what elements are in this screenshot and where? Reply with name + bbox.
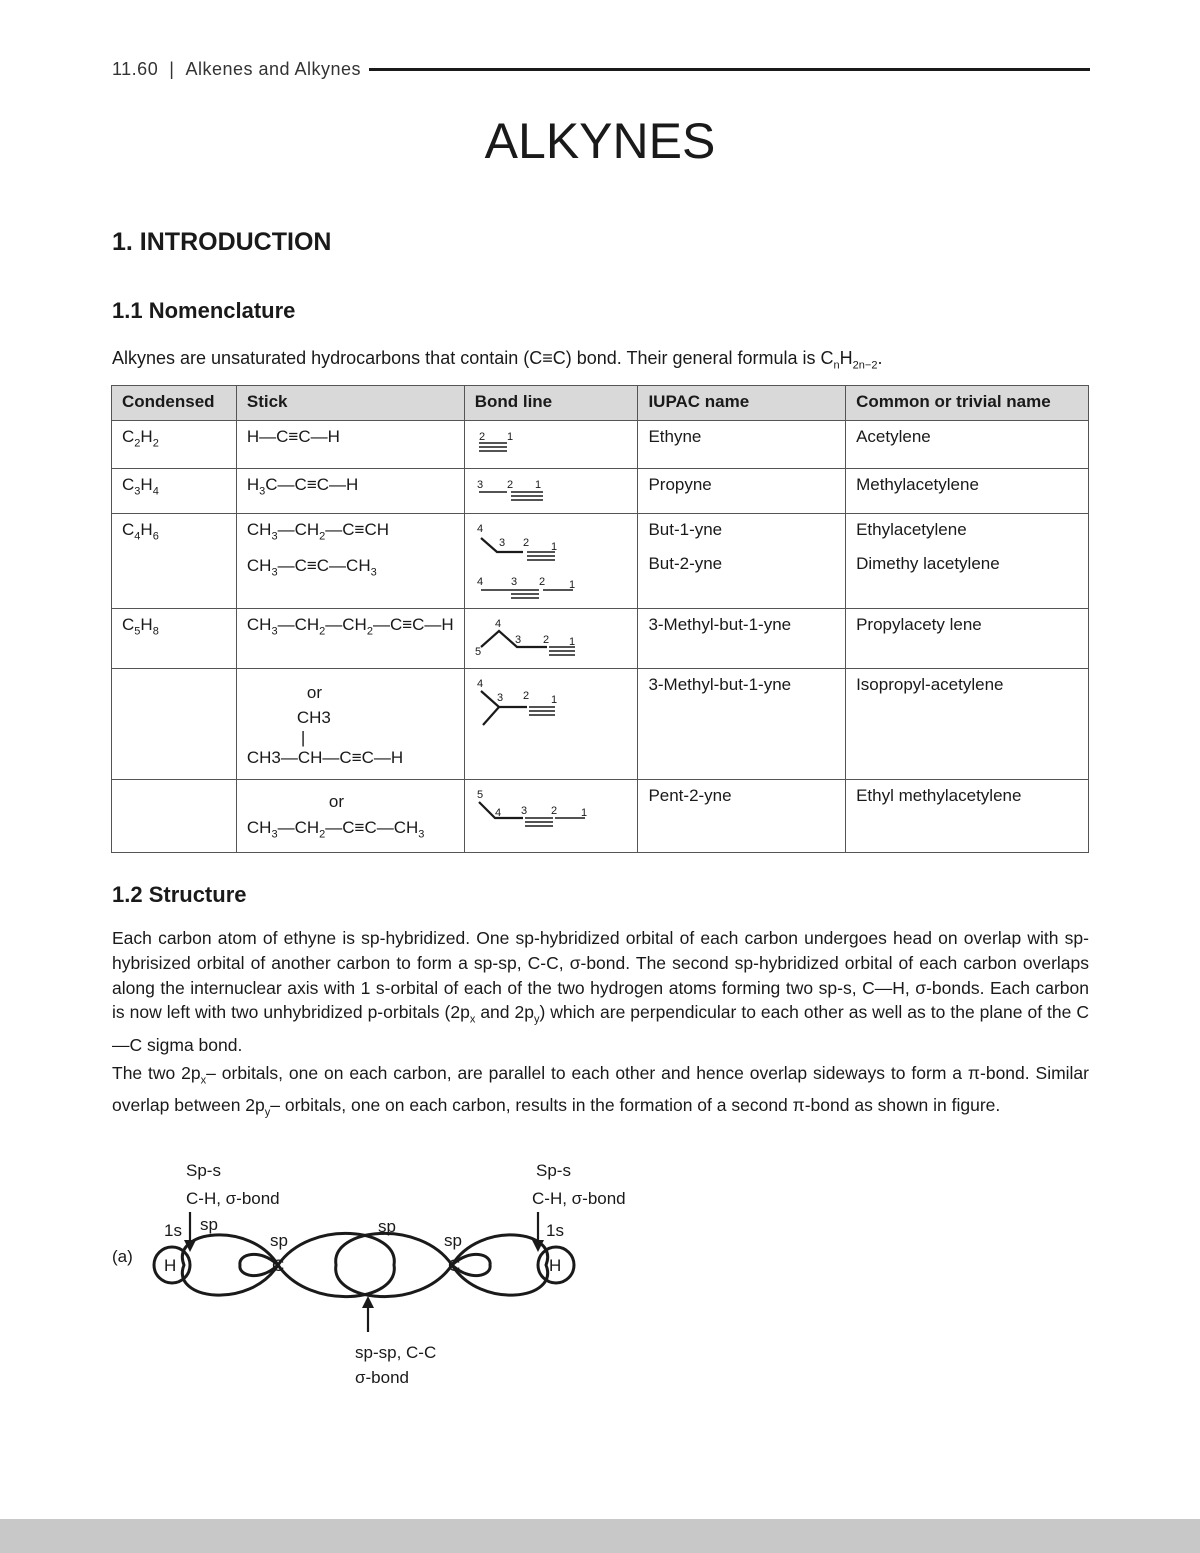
stick-cell: $H_3C—C\equiv C—H$ [236,469,464,514]
column-header: IUPAC name [638,386,846,421]
table-row [112,669,1089,780]
iupac-cell: Pent-2-yne [638,780,846,853]
structure-paragraph-1: Each carbon atom of ethyne is sp-hybridized. One sp-hybridized orbital of each carbon undergoes head on overlap with sp-hybrisized orbital of another carbon to form a sp-sp, C-C, σ-bond. The second sp-hybridized orbital of each carbon overlaps along the internuclear axis with 1 s-orbital of each of the two hydrogen atoms forming two sp-s, C—H, σ-bonds. Each carbon is now left with two unhybridized p-orbitals ($2p_x$ and $2p_y$) which are perpendicular to each other as well as to the plane of the C—C sigma bond. [112,928,1089,1055]
common-name-cell: Methylacetylene [846,469,1089,514]
condensed-cell [112,669,237,780]
stick-but-2-yne: $CH_3—C\equiv C—CH_3$ [246,556,377,579]
carbon-number: 2 [478,431,485,443]
table-header-row [112,386,1089,421]
sp-orbital-lobe [182,1235,278,1295]
section-heading-introduction: 1. INTRODUCTION [112,228,332,256]
svg-text:3: 3 [496,692,503,704]
bond-line-structure [475,675,585,735]
sp-label: sp [378,1217,396,1236]
running-header [112,56,1090,82]
svg-text:4: 4 [476,576,483,588]
column-header: Stick [236,386,464,421]
bond-line-structure [475,786,605,830]
stick-cell: H—C≡C—H [236,421,464,469]
common-name-cell: Ethyl methylacetylene [846,780,1089,853]
svg-text:4: 4 [494,618,501,630]
bottom-annotation-line2: σ-bond [355,1368,409,1387]
svg-text:1: 1 [568,579,575,591]
table-row [112,609,1089,669]
svg-text:1: 1 [568,636,575,648]
stick-cell: or $CH_3—CH_2—C\equiv C—CH_3$ [236,780,464,853]
orbital-lobes [154,1233,574,1296]
condensed-cell: $C_2H_2$ [112,421,237,469]
stick-cell: $CH_3—CH_2—CH_2—C\equiv C—H$ [236,609,464,669]
condensed-cell [112,780,237,853]
nomenclature-table [111,385,1089,853]
bond-line-structure [475,615,585,661]
common-name-cell: Acetylene [846,421,1089,469]
right-annotation-line2: C-H, σ-bond [532,1189,626,1208]
stick-cell: or CH3 | CH3—CH—C≡C—H [236,669,464,780]
arrow-head-icon [362,1296,374,1308]
bondline-cell [464,669,638,780]
bondline-cell [464,421,638,469]
carbon-atom-label: C [272,1256,285,1275]
table-row [112,469,1089,514]
iupac-cell: 3-Methyl-but-1-yne [638,669,846,780]
svg-text:4: 4 [494,807,501,819]
sp-label: sp [200,1215,218,1234]
bondline-cell [464,469,638,514]
bondline-cell [464,609,638,669]
sp-label: sp [444,1231,462,1250]
header-text: 11.60 | Alkenes and Alkynes [112,58,362,79]
svg-text:2: 2 [538,576,545,588]
left-annotation-line1: Sp-s [186,1161,221,1180]
svg-text:3: 3 [520,805,527,817]
svg-text:1: 1 [550,541,557,553]
condensed-cell: $C_4H_6$ [112,514,237,609]
svg-text:5: 5 [474,646,481,658]
table-row [112,421,1089,469]
common-name-cell: Isopropyl-acetylene [846,669,1089,780]
svg-text:1: 1 [550,694,557,706]
condensed-cell: $C_3H_4$ [112,469,237,514]
bondline-cell [464,780,638,853]
svg-text:4: 4 [476,523,483,535]
iupac-cell: Ethyne [638,421,846,469]
svg-text:3: 3 [510,576,517,588]
bottom-annotation-line1: sp-sp, C-C [355,1343,437,1362]
bondline-cell [464,514,638,609]
common-name-cell: Propylacety lene [846,609,1089,669]
h-1s-label: 1s [546,1221,564,1240]
condensed-cell: $C_5H_8$ [112,609,237,669]
svg-text:1: 1 [534,479,541,491]
carbon-atom-label: C [448,1256,461,1275]
column-header: Bond line [464,386,638,421]
table-row [112,780,1089,853]
iupac-cell: But-1-yne But-2-yne [638,514,846,609]
bond-line-structure [475,520,585,600]
header-rule [369,68,1090,71]
stick-but-1-yne: $CH_3—CH_2—C\equiv CH$ [246,520,389,543]
iupac-cell: Propyne [638,469,846,514]
section-heading-nomenclature: 1.1 Nomenclature [112,298,296,323]
structure-paragraph-2: The two $2p_x-$ orbitals, one on each carbon, are parallel to each other and hence overlap sideways to form a π-bond. Similar overlap between $2p_y-$ orbitals, one on each carbon, results in the formation of a second π-bond as shown in figure. [112,1063,1089,1119]
right-annotation-line1: Sp-s [536,1161,571,1180]
bond-line-structure [475,475,555,505]
sp-orbital-lobe [452,1235,548,1295]
svg-text:2: 2 [522,537,529,549]
svg-text:5: 5 [476,789,483,801]
carbon-number: 1 [506,431,513,443]
svg-text:4: 4 [476,678,483,690]
left-annotation-line2: C-H, σ-bond [186,1189,280,1208]
svg-text:1: 1 [580,807,587,819]
svg-text:3: 3 [514,634,521,646]
common-name-cell: Ethylacetylene Dimethy lacetylene [846,514,1089,609]
svg-text:2: 2 [506,479,513,491]
iupac-cell: 3-Methyl-but-1-yne [638,609,846,669]
page-title: ALKYNES [484,113,716,169]
column-header: Common or trivial name [846,386,1089,421]
ethyne-orbital-diagram [100,1150,660,1395]
intro-paragraph: Alkynes are unsaturated hydrocarbons that contain (C≡C) bond. Their general formula is $C_nH_{2n-2}$. [112,348,883,372]
sp-label: sp [270,1231,288,1250]
stick-cell [236,514,464,609]
footer-bar [0,1519,1200,1553]
svg-text:3: 3 [476,479,483,491]
figure-label: (a) [112,1247,133,1266]
svg-text:3: 3 [498,537,505,549]
svg-text:2: 2 [550,805,557,817]
svg-text:2: 2 [542,634,549,646]
table-row [112,514,1089,609]
bond-line-structure [475,427,535,457]
section-heading-structure: 1.2 Structure [112,882,247,907]
svg-text:2: 2 [522,690,529,702]
hydrogen-atom-label: H [549,1256,562,1275]
column-header: Condensed [112,386,237,421]
h-1s-label: 1s [164,1221,182,1240]
hydrogen-atom-label: H [164,1256,177,1275]
